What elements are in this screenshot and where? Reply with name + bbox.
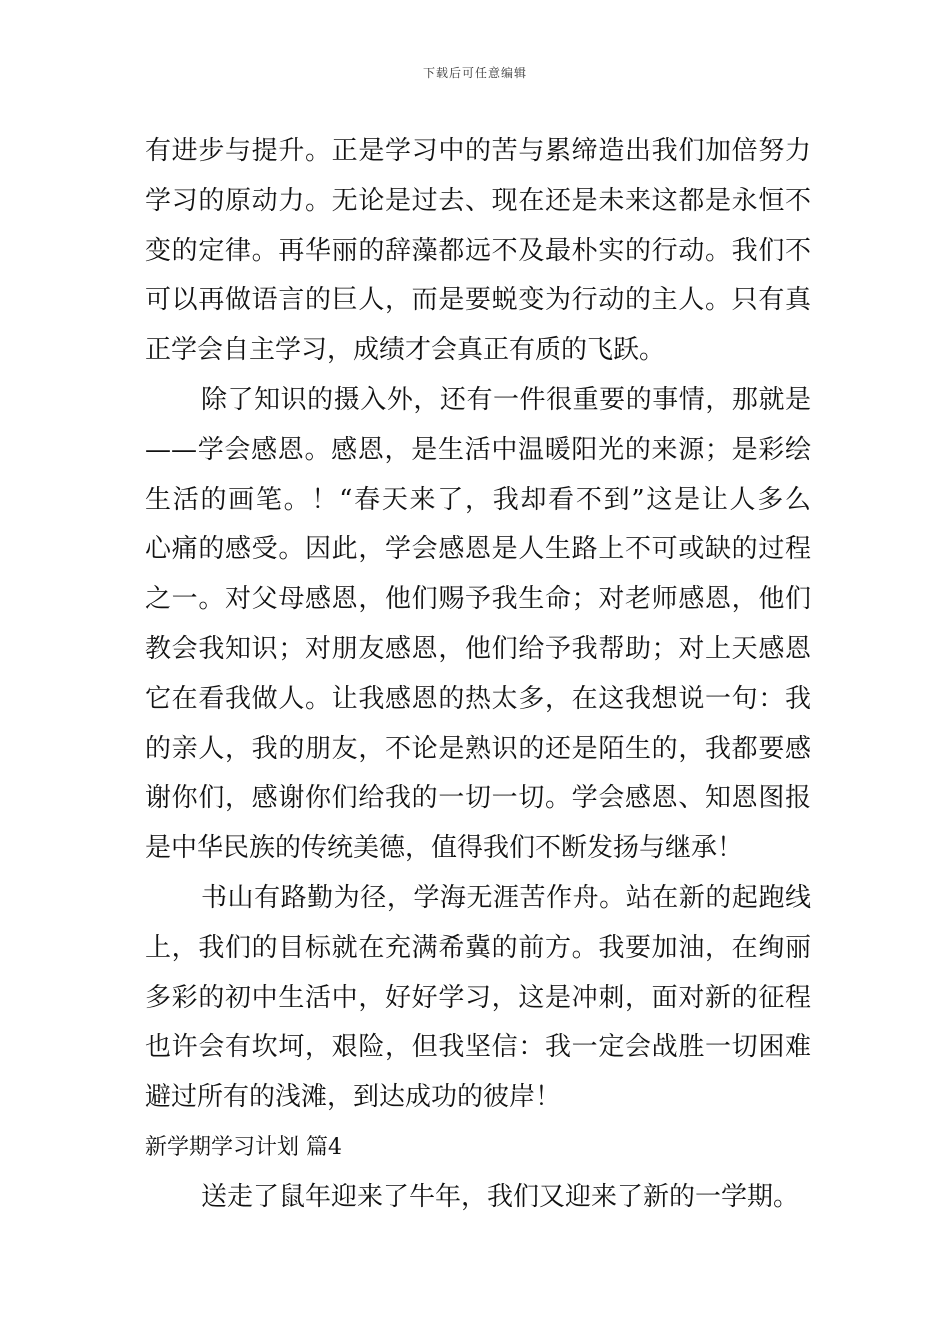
text-line: 它在看我做人。让我感恩的热太多，在这我想说一句：我 (145, 683, 811, 714)
text-line: 是中华民族的传统美德，值得我们不断发扬与继承！ (145, 833, 744, 864)
text-line: 上，我们的目标就在充满希冀的前方。我要加油，在绚丽 (145, 932, 811, 963)
text-line: 学习的原动力。无论是过去、现在还是未来这都是永恒不 (145, 185, 811, 216)
text-line: 心痛的感受。因此，学会感恩是人生路上不可或缺的过程 (145, 534, 811, 565)
text-line: 变的定律。再华丽的辞藻都远不及最朴实的行动。我们不 (145, 235, 811, 266)
paragraph-start-line: 书山有路勤为径，学海无涯苦作舟。站在新的起跑线 (201, 882, 811, 913)
text-line: ——学会感恩。感恩，是生活中温暖阳光的来源；是彩绘 (145, 434, 811, 465)
text-line: 可以再做语言的巨人，而是要蜕变为行动的主人。只有真 (145, 285, 811, 316)
text-line: 之一。对父母感恩，他们赐予我生命；对老师感恩，他们 (145, 584, 811, 615)
document-body (145, 127, 811, 1223)
section-heading: 新学期学习计划 篇4 (145, 1134, 342, 1160)
page-header-note: 下载后可任意编辑 (422, 66, 527, 80)
text-line: 谢你们，感谢你们给我的一切一切。学会感恩、知恩图报 (145, 783, 811, 814)
paragraph-start-line: 送走了鼠年迎来了牛年，我们又迎来了新的一学期。 (201, 1181, 800, 1212)
text-line: 多彩的初中生活中，好好学习，这是冲刺，面对新的征程 (145, 982, 811, 1013)
text-line: 也许会有坎坷，艰险，但我坚信：我一定会战胜一切困难 (145, 1032, 811, 1063)
paragraph-start-line: 除了知识的摄入外，还有一件很重要的事情，那就是 (201, 384, 811, 415)
text-line: 正学会自主学习，成绩才会真正有质的飞跃。 (145, 335, 666, 366)
text-line: 避过所有的浅滩，到达成功的彼岸！ (145, 1082, 562, 1113)
text-line: 教会我知识；对朋友感恩，他们给予我帮助；对上天感恩 (145, 633, 811, 664)
text-line: 的亲人，我的朋友，不论是熟识的还是陌生的，我都要感 (145, 733, 811, 764)
text-line: 生活的画笔。！“春天来了，我却看不到”这是让人多么 (145, 484, 811, 515)
text-line: 有进步与提升。正是学习中的苦与累缔造出我们加倍努力 (145, 136, 811, 166)
